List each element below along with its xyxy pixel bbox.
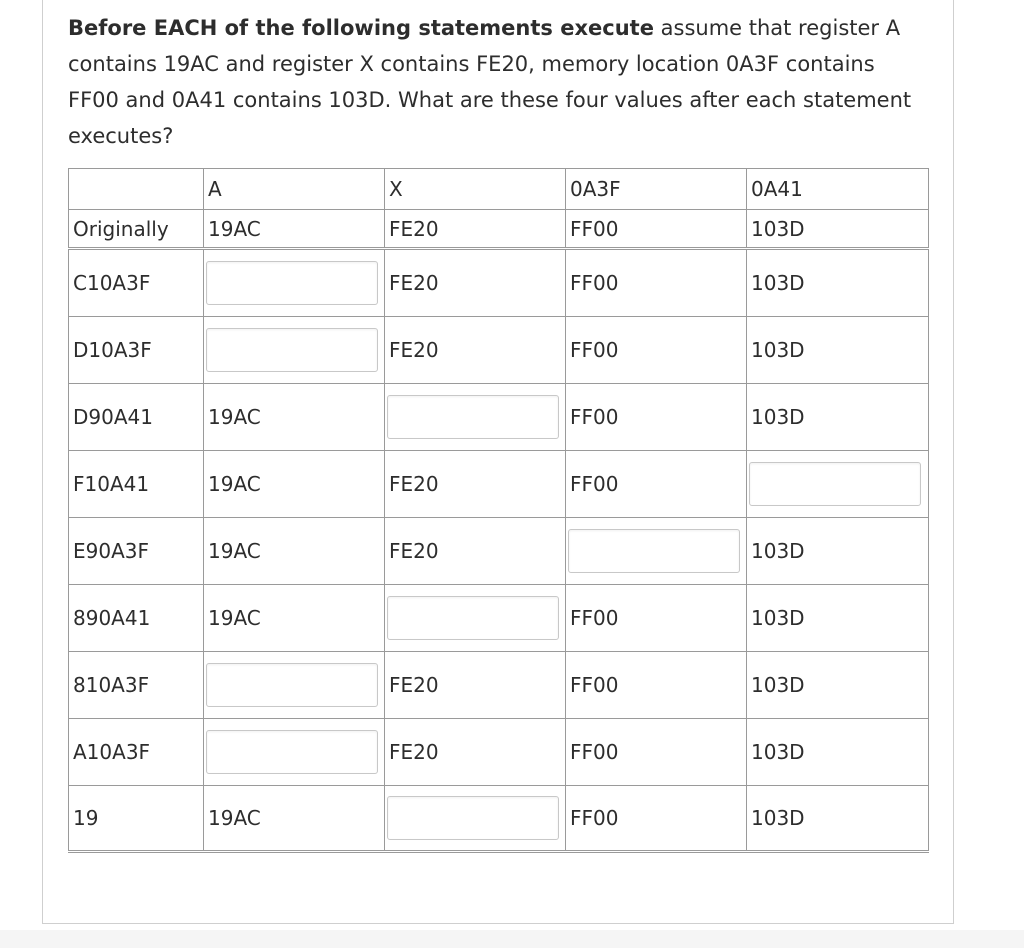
value-0a41: 103D <box>746 317 929 383</box>
value-0a3f: FF00 <box>565 384 746 450</box>
table-row <box>68 451 929 518</box>
statement-label: D90A41 <box>68 384 203 450</box>
table-header-row <box>68 168 929 210</box>
page-footer-strip <box>0 930 1024 948</box>
value-x: FE20 <box>384 518 565 584</box>
table-row <box>68 250 929 317</box>
answer-input-x[interactable] <box>387 596 559 640</box>
answer-input-0a3f[interactable] <box>568 529 740 573</box>
answer-input-x[interactable] <box>387 796 559 840</box>
question-rest: assume that register A contains 19AC and register X contains FE20, memory location 0A3F contains FF00 and 0A41 contains 103D. What are these four values after each statement executes? <box>68 16 912 148</box>
value-0a3f: FF00 <box>565 317 746 383</box>
question-text <box>68 10 928 154</box>
answer-cell-a <box>203 719 384 785</box>
value-0a3f: FF00 <box>565 451 746 517</box>
statement-label: 19 <box>68 786 203 850</box>
original-a: 19AC <box>203 210 384 247</box>
table-row <box>68 585 929 652</box>
value-x: FE20 <box>384 719 565 785</box>
value-a: 19AC <box>203 585 384 651</box>
value-x: FE20 <box>384 317 565 383</box>
answer-cell-a <box>203 317 384 383</box>
header-blank <box>68 169 203 209</box>
statement-label: D10A3F <box>68 317 203 383</box>
answer-input-a[interactable] <box>206 328 378 372</box>
value-0a41: 103D <box>746 719 929 785</box>
value-a: 19AC <box>203 451 384 517</box>
value-a: 19AC <box>203 518 384 584</box>
value-0a41: 103D <box>746 518 929 584</box>
answer-cell-a <box>203 250 384 316</box>
table-row <box>68 518 929 585</box>
statement-label: 810A3F <box>68 652 203 718</box>
answer-cell-x <box>384 585 565 651</box>
answer-cell-x <box>384 786 565 850</box>
value-0a41: 103D <box>746 384 929 450</box>
value-0a3f: FF00 <box>565 786 746 850</box>
header-x: X <box>384 169 565 209</box>
value-0a41: 103D <box>746 250 929 316</box>
value-0a41: 103D <box>746 585 929 651</box>
value-x: FE20 <box>384 451 565 517</box>
value-0a3f: FF00 <box>565 250 746 316</box>
table-row <box>68 652 929 719</box>
original-x: FE20 <box>384 210 565 247</box>
table-row <box>68 719 929 786</box>
value-0a3f: FF00 <box>565 652 746 718</box>
header-a: A <box>203 169 384 209</box>
answer-cell-a <box>203 652 384 718</box>
table-row <box>68 786 929 853</box>
value-a: 19AC <box>203 384 384 450</box>
answer-input-a[interactable] <box>206 663 378 707</box>
value-x: FE20 <box>384 250 565 316</box>
answer-input-a[interactable] <box>206 730 378 774</box>
original-0a41: 103D <box>746 210 929 247</box>
value-0a41: 103D <box>746 786 929 850</box>
question-bold-lead: Before EACH of the following statements execute <box>68 16 654 40</box>
answer-input-0a41[interactable] <box>749 462 921 506</box>
statement-label: F10A41 <box>68 451 203 517</box>
header-0a3f: 0A3F <box>565 169 746 209</box>
header-0a41: 0A41 <box>746 169 929 209</box>
value-a: 19AC <box>203 786 384 850</box>
table-row <box>68 384 929 451</box>
original-0a3f: FF00 <box>565 210 746 247</box>
statement-label: E90A3F <box>68 518 203 584</box>
answer-cell-0a41 <box>746 451 929 517</box>
value-0a3f: FF00 <box>565 719 746 785</box>
original-row <box>68 210 929 250</box>
statement-label: 890A41 <box>68 585 203 651</box>
answer-cell-0a3f <box>565 518 746 584</box>
answer-cell-x <box>384 384 565 450</box>
value-x: FE20 <box>384 652 565 718</box>
original-label: Originally <box>68 210 203 247</box>
answer-input-x[interactable] <box>387 395 559 439</box>
value-0a3f: FF00 <box>565 585 746 651</box>
statement-label: C10A3F <box>68 250 203 316</box>
statement-label: A10A3F <box>68 719 203 785</box>
answer-input-a[interactable] <box>206 261 378 305</box>
table-row <box>68 317 929 384</box>
answer-table <box>68 168 929 853</box>
value-0a41: 103D <box>746 652 929 718</box>
